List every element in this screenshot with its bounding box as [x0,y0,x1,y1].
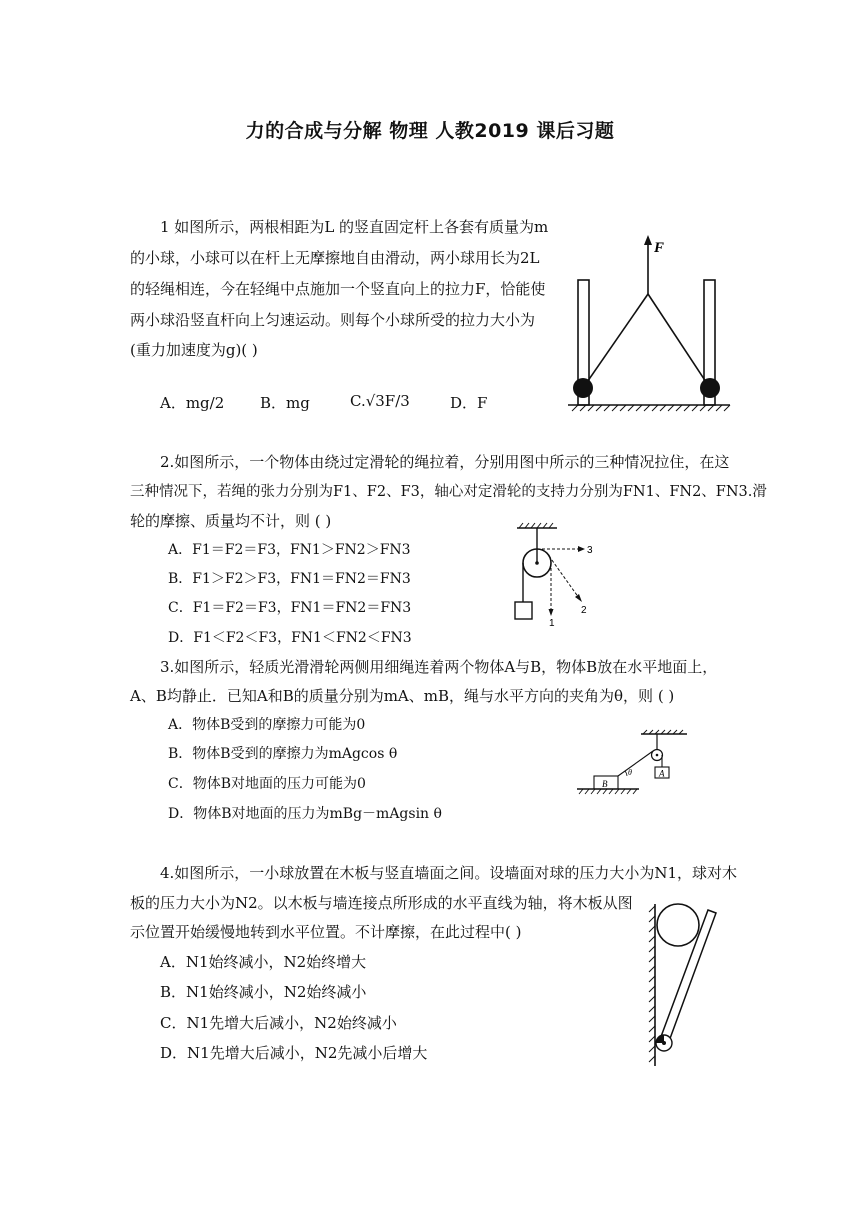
q2-option-b[interactable]: B．F1＞F2＞F3，FN1＝FN2＝FN3 [168,571,411,587]
q2-option-c[interactable]: C．F1＝F2＝F3，FN1＝FN2＝FN3 [168,600,412,616]
q4-figure-wall-board-ball [645,900,725,1070]
q4-option-d[interactable]: D．N1先增大后减小，N2先减小后增大 [160,1044,428,1062]
q1-line-4: 两小球沿竖直杆向上匀速运动。则每个小球所受的拉力大小为 [130,311,536,329]
left-ball-icon [573,378,593,398]
svg-text:A: A [659,768,665,779]
q4-option-a[interactable]: A．N1始终减小，N2始终增大 [160,953,367,971]
q4-line-2: 板的压力大小为N2。以木板与墙连接点所形成的水平直线为轴，将木板从图 [130,894,633,912]
q1-line-2: 的小球，小球可以在杆上无摩擦地自由滑动，两小球用长为2L [130,249,540,267]
q3-option-d[interactable]: D．物体B对地面的压力为mBg－mAgsin θ [168,806,442,822]
q1-figure-rods-and-balls [564,232,734,412]
q1-option-a[interactable]: A．mg/2 [160,394,225,412]
q3-figure-pulley-blocks [575,728,690,798]
svg-text:B: B [602,779,608,789]
q1-line-3: 的轻绳相连，今在轻绳中点施加一个竖直向上的拉力F，恰能使 [130,280,546,298]
q1-line-1: 1 如图所示，两根相距为L 的竖直固定杆上各套有质量为m [160,218,549,236]
q4-option-b[interactable]: B．N1始终减小，N2始终减小 [160,983,367,1001]
q1-option-b[interactable]: B．mg [260,394,310,412]
q2-option-d[interactable]: D．F1＜F2＜F3，FN1＜FN2＜FN3 [168,630,412,646]
ball-icon [657,904,699,946]
q2-line-2: 三种情况下，若绳的张力分别为F1、F2、F3，轴心对定滑轮的支持力分别为FN1、FN2、FN3.滑 [130,484,767,500]
q1-line-5: (重力加速度为g)( ) [130,341,258,359]
hanging-block [515,602,532,619]
svg-text:3: 3 [587,545,593,556]
q3-line-2: A、B均静止．已知A和B的质量分别为mA、mB，绳与水平方向的夹角为θ，则 ( ) [130,687,675,705]
svg-text:1: 1 [549,618,555,629]
page-title: 力的合成与分解 物理 人教2019 课后习题 [245,120,615,142]
q3-option-b[interactable]: B．物体B受到的摩擦力为mAgcos θ [168,746,398,762]
q4-option-c[interactable]: C．N1先增大后减小，N2始终减小 [160,1014,397,1032]
q3-line-1: 3.如图所示，轻质光滑滑轮两侧用细绳连着两个物体A与B，物体B放在水平地面上， [160,658,718,676]
q3-option-a[interactable]: A．物体B受到的摩擦力可能为0 [168,717,366,733]
q2-option-a[interactable]: A．F1＝F2＝F3，FN1＞FN2＞FN3 [168,542,411,558]
q3-option-c[interactable]: C．物体B对地面的压力可能为0 [168,776,366,792]
q1-force-label: F [654,240,665,256]
q1-option-d[interactable]: D．F [450,394,488,412]
q2-line-3: 轮的摩擦、质量均不计，则 ( ) [130,512,332,530]
svg-text:2: 2 [581,605,587,616]
q2-figure-pulley [505,520,610,630]
right-ball-icon [700,378,720,398]
q1-option-c[interactable]: C.√3F/3 [350,392,410,410]
svg-text:θ: θ [628,768,632,777]
q4-line-3: 示位置开始缓慢地转到水平位置。不计摩擦，在此过程中( ) [130,923,522,941]
q2-line-1: 2.如图所示，一个物体由绕过定滑轮的绳拉着，分别用图中所示的三种情况拉住，在这 [160,453,730,471]
q4-line-1: 4.如图所示，一小球放置在木板与竖直墙面之间。设墙面对球的压力大小为N1，球对木 [160,864,737,882]
